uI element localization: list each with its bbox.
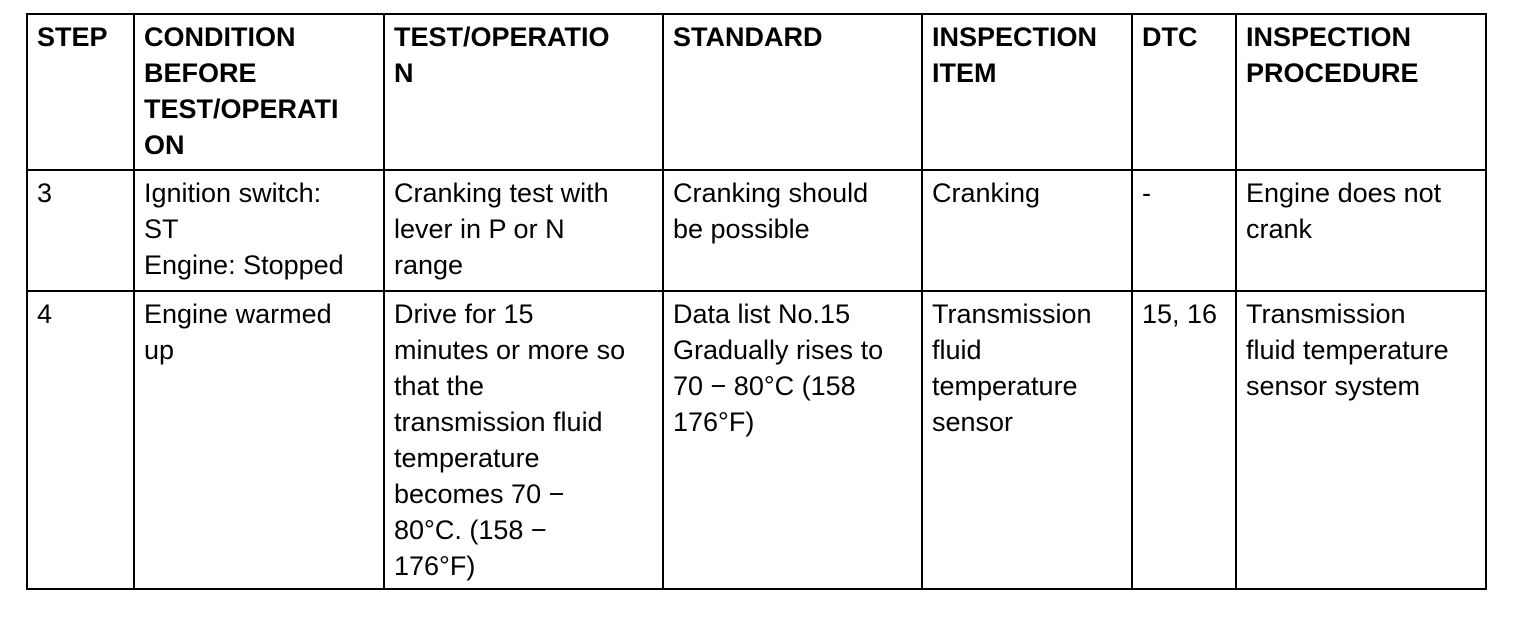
cell-condition: Ignition switch: ST Engine: Stopped [134,170,384,291]
cell-condition: Engine warmed up [134,291,384,589]
cell-standard: Cranking should be possible [663,170,922,291]
cell-test-operation: Drive for 15 minutes or more so that the transmission fluid temperature becomes 70 − 80°C. (158 − 176°F) [384,291,663,589]
cell-inspection-item: Cranking [922,170,1132,291]
cell-step: 4 [27,291,134,589]
cell-inspection-item: Transmission fluid temperature sensor [922,291,1132,589]
table-header-row [27,14,1486,170]
cell-dtc: - [1132,170,1236,291]
cell-standard: Data list No.15 Gradually rises to 70 − 80°C (158 176°F) [663,291,922,589]
inspection-table [26,13,1487,590]
cell-inspection-procedure: Transmission fluid temperature sensor system [1236,291,1486,589]
header-step: STEP [27,14,134,170]
cell-step: 3 [27,170,134,291]
header-standard: STANDARD [663,14,922,170]
header-dtc: DTC [1132,14,1236,170]
header-inspection-procedure: INSPECTION PROCEDURE [1236,14,1486,170]
cell-inspection-procedure: Engine does not crank [1236,170,1486,291]
table-row [27,170,1486,291]
header-condition: CONDITION BEFORE TEST/OPERATI ON [134,14,384,170]
table-row [27,291,1486,589]
header-test-operation: TEST/OPERATIO N [384,14,663,170]
header-inspection-item: INSPECTION ITEM [922,14,1132,170]
cell-test-operation: Cranking test with lever in P or N range [384,170,663,291]
cell-dtc: 15, 16 [1132,291,1236,589]
